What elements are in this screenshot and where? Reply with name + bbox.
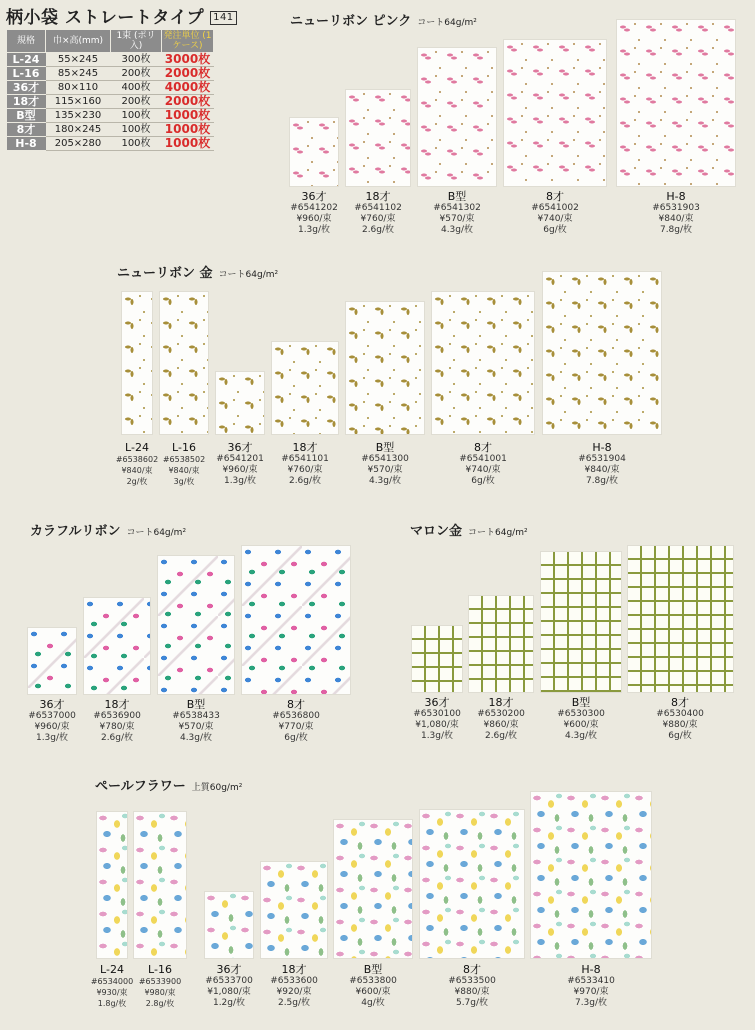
spec-table (6, 29, 214, 151)
bag-gold-l24 (122, 292, 152, 434)
label-pink-8: 8才 #6541002 ¥740/束 6g/枚 (531, 190, 579, 235)
bag-maron-36 (412, 626, 462, 692)
label-colorful-b: B型 #6538433 ¥570/束 4.3g/枚 (172, 698, 220, 743)
label-pink-36: 36才 #6541202 ¥960/束 1.3g/枚 (290, 190, 338, 235)
label-gold-36: 36才 #6541201 ¥960/束 1.3g/枚 (216, 441, 264, 486)
bag-maron-18 (469, 596, 533, 692)
label-gold-l24: L-24 #6538602 ¥840/束 2g/枚 (115, 441, 159, 486)
bag-maron-b (541, 552, 621, 692)
bag-colorful-b (158, 556, 234, 694)
spec-row: H-8 205×280 100枚 1000枚 (7, 137, 214, 151)
label-gold-b: B型 #6541300 ¥570/束 4.3g/枚 (361, 441, 409, 486)
spec-header-code: 規格 (7, 30, 46, 53)
bag-pale-l24 (97, 812, 127, 958)
bag-pale-l16 (134, 812, 186, 958)
label-pale-8: 8才 #6533500 ¥880/束 5.7g/枚 (448, 963, 496, 1008)
spec-header-row (7, 30, 214, 53)
label-maron-8: 8才 #6530400 ¥880/束 6g/枚 (656, 696, 704, 741)
page-number: 141 (210, 11, 237, 25)
spec-row: 36才 80×110 400枚 4000枚 (7, 81, 214, 95)
section-title-maron-gold: マロン金 コート64g/m² (410, 524, 528, 539)
bag-pink-8 (504, 40, 606, 186)
label-pink-h8: H-8 #6531903 ¥840/束 7.8g/枚 (652, 190, 700, 235)
label-gold-18: 18才 #6541101 ¥760/束 2.6g/枚 (281, 441, 329, 486)
bag-pale-b (334, 820, 412, 958)
bag-pale-18 (261, 862, 327, 958)
label-gold-8: 8才 #6541001 ¥740/束 6g/枚 (459, 441, 507, 486)
bag-pink-b (418, 48, 496, 186)
bag-gold-l16 (160, 292, 208, 434)
page-title: 柄小袋 ストレートタイプ 141 (6, 3, 237, 28)
label-gold-l16: L-16 #6538502 ¥840/束 3g/枚 (162, 441, 206, 486)
label-maron-36: 36才 #6530100 ¥1,080/束 1.3g/枚 (413, 696, 461, 741)
bag-pale-8 (420, 810, 524, 958)
spec-row: 8才 180×245 100枚 1000枚 (7, 123, 214, 137)
spec-header-unit: 発注単位 (1ケース) (163, 31, 212, 51)
bag-colorful-8 (242, 546, 350, 694)
bag-gold-b (346, 302, 424, 434)
section-title-gold-ribbon: ニューリボン 金 コート64g/m² (117, 266, 279, 281)
label-colorful-8: 8才 #6536800 ¥770/束 6g/枚 (272, 698, 320, 743)
bag-pale-h8 (531, 792, 651, 958)
spec-header-size: 巾×高(mm) (46, 30, 111, 53)
bag-colorful-18 (84, 598, 150, 694)
label-pale-l24: L-24 #6534000 ¥930/束 1.8g/枚 (90, 963, 134, 1008)
spec-header-bundle: 1束 (ポリ入) (111, 30, 162, 53)
bag-pink-h8 (617, 20, 735, 186)
bag-gold-36 (216, 372, 264, 434)
label-pink-b: B型 #6541302 ¥570/束 4.3g/枚 (433, 190, 481, 235)
bag-pink-18 (346, 90, 410, 186)
bag-pale-36 (205, 892, 253, 958)
label-maron-18: 18才 #6530200 ¥860/束 2.6g/枚 (477, 696, 525, 741)
bag-gold-8 (432, 292, 534, 434)
spec-row: 18才 115×160 200枚 2000枚 (7, 95, 214, 109)
bag-gold-h8 (543, 272, 661, 434)
label-pink-18: 18才 #6541102 ¥760/束 2.6g/枚 (354, 190, 402, 235)
section-title-colorful-ribbon: カラフルリボン コート64g/m² (30, 524, 187, 539)
label-pale-b: B型 #6533800 ¥600/束 4g/枚 (349, 963, 397, 1008)
spec-row: L-16 85×245 200枚 2000枚 (7, 67, 214, 81)
spec-row: B型 135×230 100枚 1000枚 (7, 109, 214, 123)
label-colorful-36: 36才 #6537000 ¥960/束 1.3g/枚 (28, 698, 76, 743)
label-pale-36: 36才 #6533700 ¥1,080/束 1.2g/枚 (205, 963, 253, 1008)
label-maron-b: B型 #6530300 ¥600/束 4.3g/枚 (557, 696, 605, 741)
bag-colorful-36 (28, 628, 76, 694)
spec-row: L-24 55×245 300枚 3000枚 (7, 53, 214, 67)
label-gold-h8: H-8 #6531904 ¥840/束 7.8g/枚 (578, 441, 626, 486)
bag-maron-8 (628, 546, 733, 692)
section-title-pink-ribbon: ニューリボン ピンク コート64g/m² (290, 14, 477, 29)
label-colorful-18: 18才 #6536900 ¥780/束 2.6g/枚 (93, 698, 141, 743)
label-pale-l16: L-16 #6533900 ¥980/束 2.8g/枚 (138, 963, 182, 1008)
bag-pink-36 (290, 118, 338, 186)
label-pale-18: 18才 #6533600 ¥920/束 2.5g/枚 (270, 963, 318, 1008)
section-title-pale-flower: ペールフラワー 上質60g/m² (95, 779, 243, 794)
label-pale-h8: H-8 #6533410 ¥970/束 7.3g/枚 (567, 963, 615, 1008)
bag-gold-18 (272, 342, 338, 434)
